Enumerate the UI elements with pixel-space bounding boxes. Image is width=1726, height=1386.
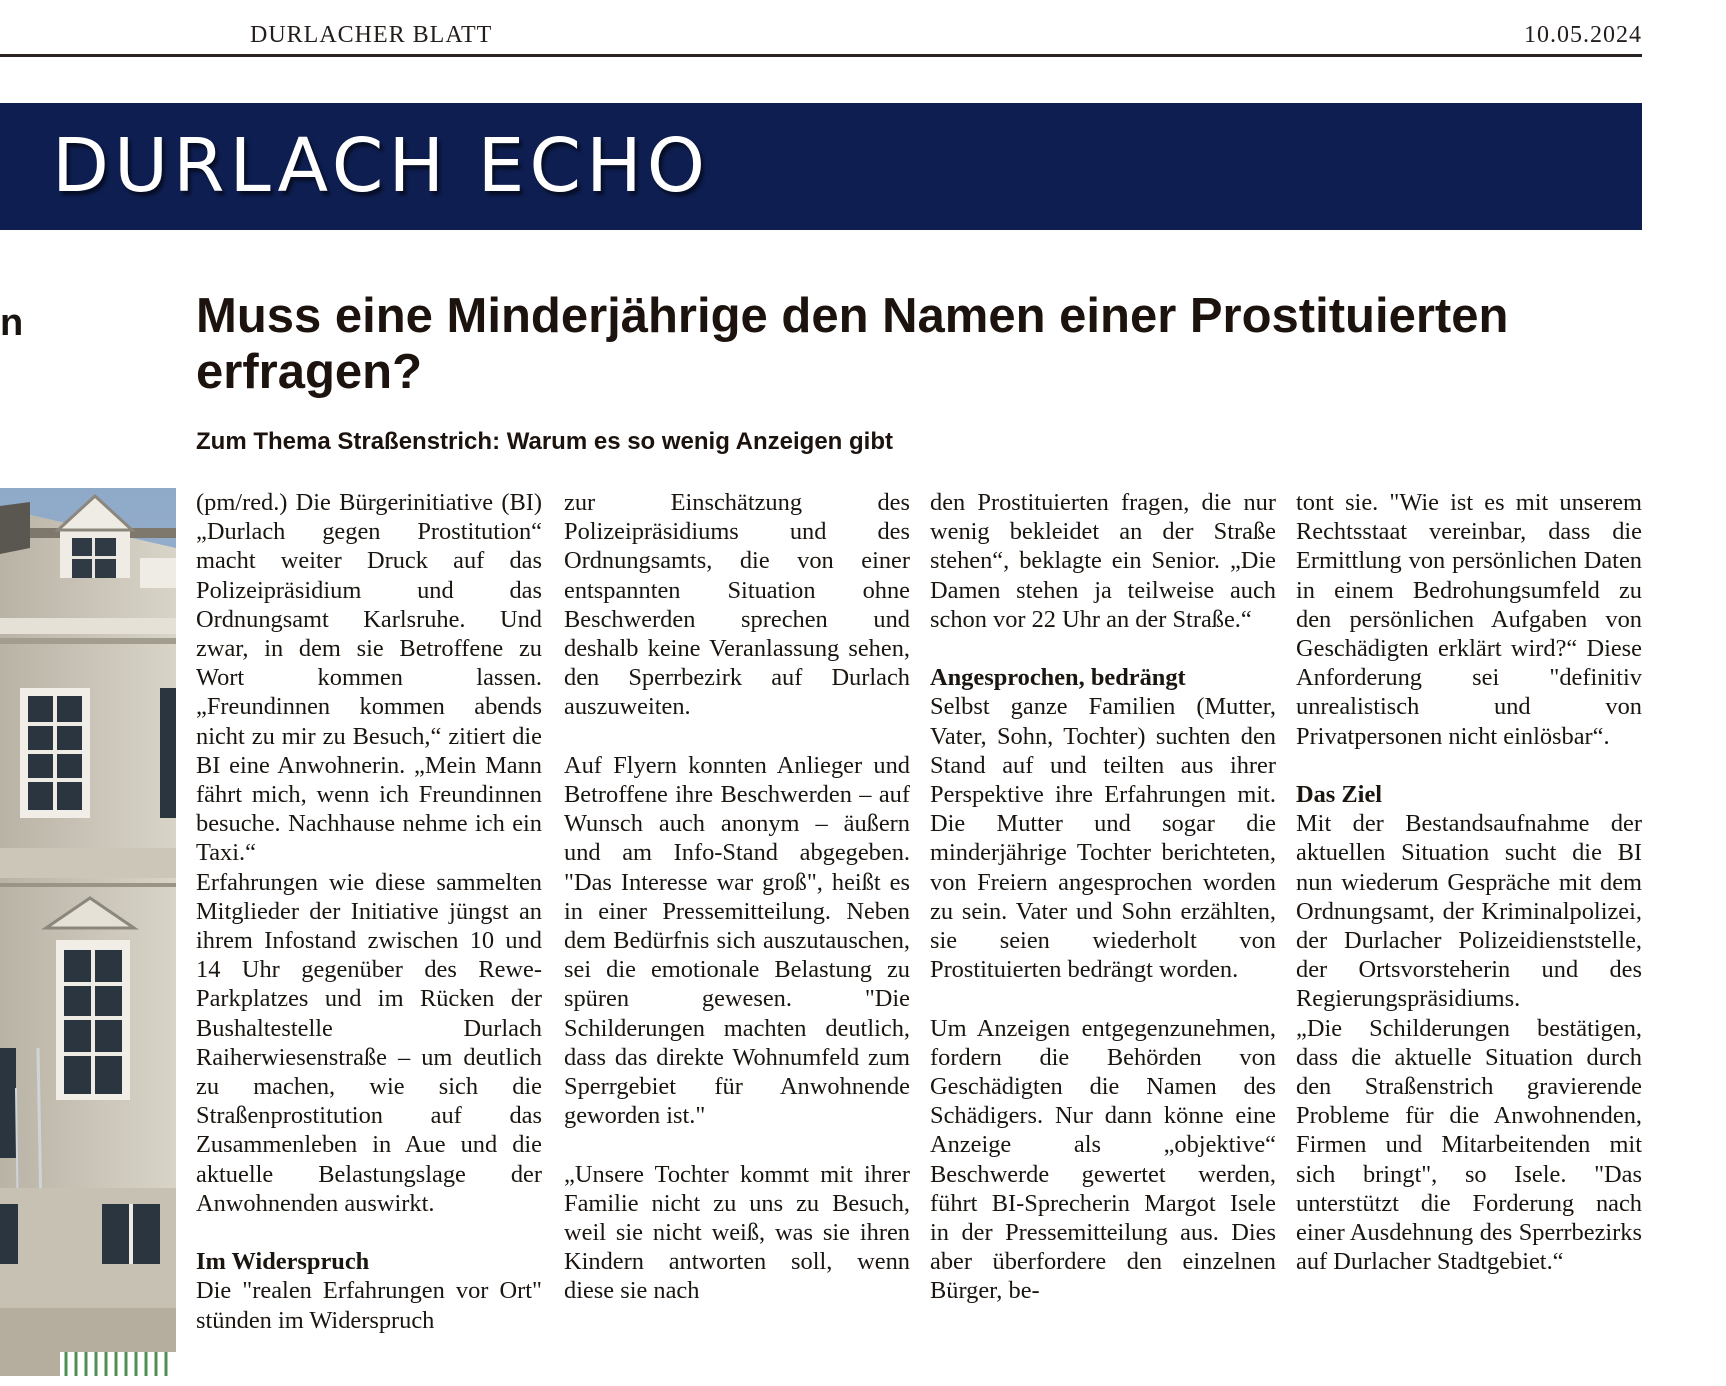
article-column-3	[930, 488, 1276, 1380]
publication-name: DURLACHER BLATT	[250, 22, 493, 48]
paragraph: Die "realen Erfahrungen vor Ort" stünden im Widerspruch	[196, 1277, 542, 1334]
article-subheadline: Zum Thema Straßenstrich: Warum es so wenig Anzeigen gibt	[196, 428, 893, 455]
article-column-4	[1296, 488, 1642, 1380]
paragraph: tont sie. "Wie ist es mit unserem Rechtsstaat vereinbar, dass die Ermittlung von persönlichen Daten in einem Bedrohungsumfeld zu den persönlichen Aufgaben von Geschädigten erklärt wird?“ Diese Anforderung sei "definitiv unrealistisch und von Privatpersonen nicht einlösbar“.	[1296, 489, 1642, 750]
article-headline: Muss eine Minderjährige den Namen einer Prostituierten erfragen?	[196, 289, 1509, 399]
masthead-divider	[0, 54, 1642, 57]
paragraph: „Unsere Tochter kommt mit ihrer Familie nicht zu uns zu Besuch, weil sie nicht weiß, was sie ihren Kindern antworten soll, wenn diese sie nach	[564, 1160, 910, 1305]
article-column-2	[564, 488, 910, 1380]
section-banner	[0, 103, 1642, 230]
paragraph: zur Einschätzung des Polizeipräsidiums und des Ordnungsamts, die von einer entspannten Situation ohne Beschwerden sprechen und deshalb keine Veranlassung sehen, den Sperrbezirk auf Durlach auszuweiten.	[564, 489, 910, 721]
paragraph: (pm/red.) Die Bürgerinitiative (BI) „Durlach gegen Prostitution“ macht weiter Druck auf das Polizeipräsidium und das Ordnungsamt Karlsruhe. Und zwar, in dem sie Betroffene zu Wort kommen lassen. „Freundinnen kommen abends nicht zu mir zu Besuch,“ zitiert die BI eine Anwohnerin. „Mein Mann fährt mich, wenn ich Freundinnen besuche. Nachhause nehme ich ein Taxi.“	[196, 489, 542, 867]
subheading-im-widerspruch: Im Widerspruch	[196, 1248, 370, 1276]
paragraph: Auf Flyern konnten Anlieger und Betroffene ihre Beschwerden – auf Wunsch auch anonym – äußern und am Info-Stand abgegeben. "Das Interesse war groß", heißt es in einer Pressemitteilung. Neben dem Bedürfnis sich auszutauschen, sei die emotionale Belastung zu spüren gewesen. "Die Schilderungen machten deutlich, dass das direkte Wohnumfeld zum Sperrgebiet für Anwohnende geworden ist."	[564, 751, 910, 1130]
subheading-angesprochen-bedraengt: Angesprochen, bedrängt	[930, 664, 1186, 692]
paragraph: „Die Schilderungen bestätigen, dass die aktuelle Situation durch den Straßenstrich gravierende Probleme für die Anwohnenden, Firmen und Mitarbeitenden mit sich bringt", so Isele. "Das unterstützt die Forderung nach einer Ausdehnung des Sperrbezirks auf Durlacher Stadtgebiet.“	[1296, 1014, 1642, 1276]
article-column-1	[196, 488, 542, 1380]
section-title: DURLACH ECHO	[52, 123, 710, 209]
subheading-das-ziel: Das Ziel	[1296, 781, 1383, 809]
paragraph: Selbst ganze Familien (Mutter, Vater, Sohn, Tochter) suchten den Stand auf und teilten aus ihrer Perspektive ihre Erfahrungen mit. Die Mutter und sogar die minderjährige Tochter berichteten, von Freiern angesprochen worden zu sein. Vater und Sohn erzählten, sie seien wiederholt von Prostituierten bedrängt worden.	[930, 693, 1276, 984]
building-facade-photo	[0, 488, 176, 1376]
paragraph: Um Anzeigen entgegenzunehmen, fordern die Behörden von Geschädigten die Namen des Schädigers. Nur dann könne eine Anzeige als „objektive“ Beschwerde gewertet werden, führt BI-Sprecherin Margot Isele in der Pressemitteilung aus. Dies aber überfordere den einzelnen Bürger, be-	[930, 1014, 1276, 1305]
paragraph: Mit der Bestandsaufnahme der aktuellen Situation sucht die BI nun wiederum Gespräche mit dem Ordnungsamt, der Kriminalpolizei, der Durlacher Polizeidienststelle, der Ortsvorsteherin und des Regierungspräsidiums.	[1296, 810, 1642, 1013]
paragraph: den Prostituierten fragen, die nur wenig bekleidet an der Straße stehen“, beklagte ein Senior. „Die Damen stehen ja teilweise auch schon vor 22 Uhr an der Straße.“	[930, 489, 1276, 633]
margin-text-fragment: n	[0, 302, 24, 344]
paragraph: Erfahrungen wie diese sammelten Mitglieder der Initiative jüngst an ihrem Infostand zwischen 10 und 14 Uhr gegenüber des Rewe-Parkplatzes und im Rücken der Bushaltestelle Durlach Raiherwiesenstraße – um deutlich zu machen, wie sich die Straßenprostitution auf das Zusammenleben in Aue und die aktuelle Belastungslage der Anwohnenden auswirkt.	[196, 868, 542, 1217]
issue-date: 10.05.2024	[1524, 22, 1642, 48]
